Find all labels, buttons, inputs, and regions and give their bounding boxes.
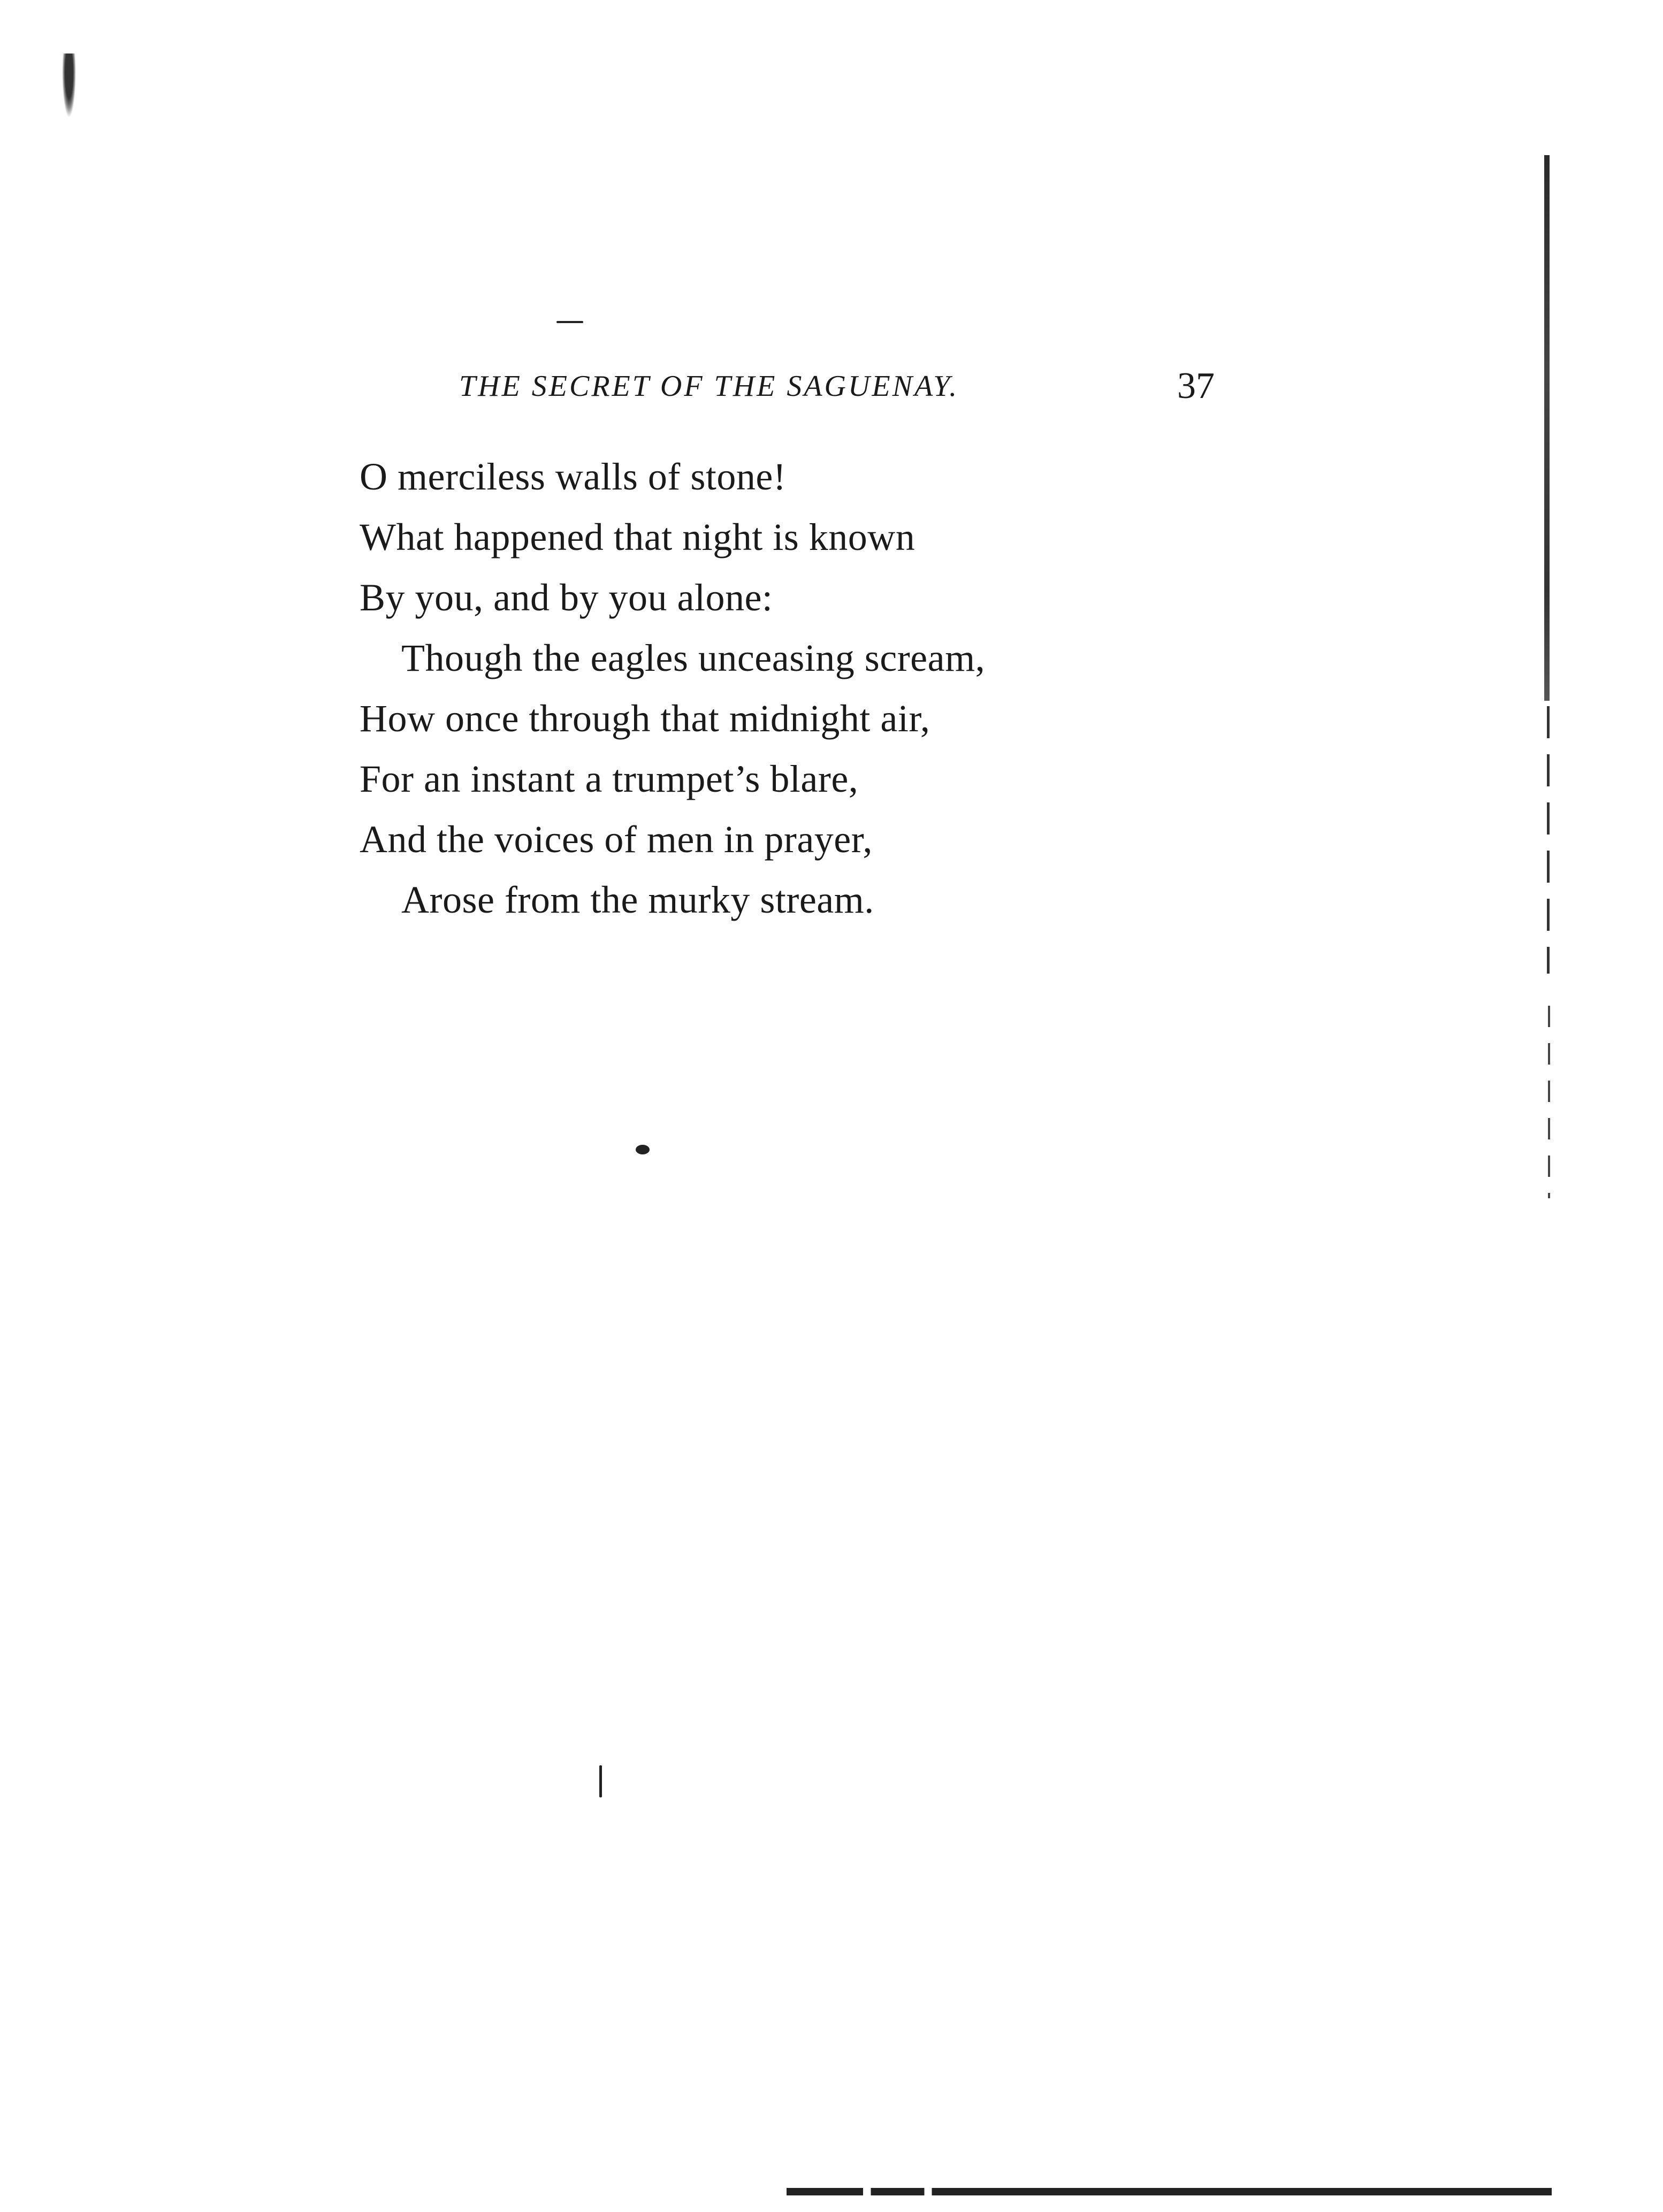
poem-line: What happened that night is known	[360, 516, 916, 558]
scan-artifact-left	[62, 53, 76, 118]
poem-line: O merciless walls of stone!	[360, 455, 787, 498]
poem-line: By you, and by you alone:	[360, 576, 773, 619]
poem-line: Arose from the murky stream.	[401, 878, 874, 921]
ink-speck	[636, 1145, 650, 1154]
poem-line: How once through that midnight air,	[360, 697, 930, 740]
poem-line: Though the eagles unceasing scream,	[401, 637, 986, 679]
scan-edge-bottom	[787, 2188, 1552, 2195]
scan-edge-right-lower	[1547, 706, 1550, 974]
scan-edge-right	[1544, 155, 1550, 701]
running-title: THE SECRET OF THE SAGUENAY.	[459, 370, 959, 403]
ink-speck	[599, 1765, 602, 1797]
ink-speck	[556, 321, 583, 323]
poem-line: And the voices of men in prayer,	[360, 818, 873, 861]
poem-stanza	[360, 447, 1269, 930]
scan-edge-right-bottom	[1548, 1006, 1550, 1198]
page-number: 37	[1177, 365, 1215, 407]
poem-line: For an instant a trumpet’s blare,	[360, 757, 859, 800]
